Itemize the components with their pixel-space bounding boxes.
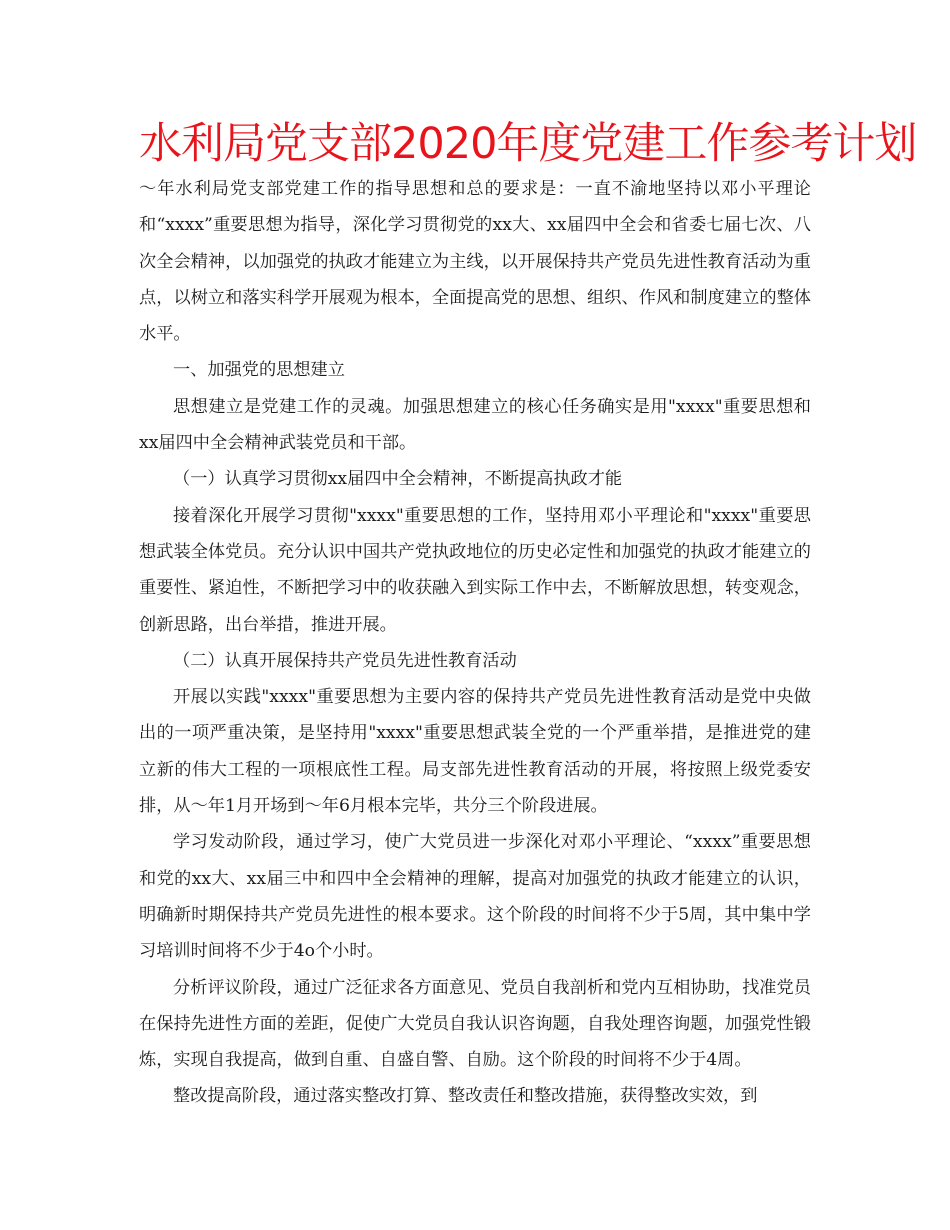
body-paragraph: 思想建立是党建工作的灵魂。加强思想建立的核心任务确实是用"xxxx"重要思想和xx届四中全会精神武装党员和干部。 [139,396,811,454]
document-title: 水利局党支部2020年度党建工作参考计划 [139,119,917,169]
section-heading: 一、加强党的思想建立 [173,360,345,381]
intro-paragraph: ～年水利局党支部党建工作的指导思想和总的要求是：一直不渝地坚持以邓小平理论和“xxxx”重要思想为指导，深化学习贯彻党的xx大、xx届四中全会和省委七届七次、八次全会精神，以加强党的执政才能建立为主线，以开展保持共产党员先进性教育活动为重点，以树立和落实科学开展观为根本，全面提高党的思想、组织、作风和制度建立的整体水平。 [139,179,811,345]
subsection-heading: （二）认真开展保持共产党员先进性教育活动 [173,650,517,671]
body-paragraph: 分析评议阶段，通过广泛征求各方面意见、党员自我剖析和党内互相协助，找准党员在保持先进性方面的差距，促使广大党员自我认识咨询题，自我处理咨询题，加强党性锻炼，实现自我提高，做到自重、自盛自警、自励。这个阶段的时间将不少于4周。 [139,977,811,1071]
body-paragraph: 接着深化开展学习贯彻"xxxx"重要思想的工作，坚持用邓小平理论和"xxxx"重要思想武装全体党员。充分认识中国共产党执政地位的历史必定性和加强党的执政才能建立的重要性、紧迫性，不断把学习中的收获融入到实际工作中去，不断解放思想，转变观念，创新思路，出台举措，推进开展。 [139,505,811,635]
body-paragraph: 整改提高阶段，通过落实整改打算、整改责任和整改措施，获得整改实效，到 [173,1086,758,1107]
body-paragraph: 学习发动阶段，通过学习，使广大党员进一步深化对邓小平理论、“xxxx”重要思想和党的xx大、xx届三中和四中全会精神的理解，提高对加强党的执政才能建立的认识，明确新时期保持共产党员先进性的根本要求。这个阶段的时间将不少于5周，其中集中学习培训时间将不少于4o个小时。 [139,832,811,962]
body-paragraph: 开展以实践"xxxx"重要思想为主要内容的保持共产党员先进性教育活动是党中央做出的一项严重决策，是坚持用"xxxx"重要思想武装全党的一个严重举措，是推进党的建立新的伟大工程的一项根底性工程。局支部先进性教育活动的开展，将按照上级党委安排，从～年1月开场到～年6月根本完毕，共分三个阶段进展。 [139,687,811,817]
document-body [139,171,811,1115]
subsection-heading: （一）认真学习贯彻xx届四中全会精神，不断提高执政才能 [173,469,623,490]
